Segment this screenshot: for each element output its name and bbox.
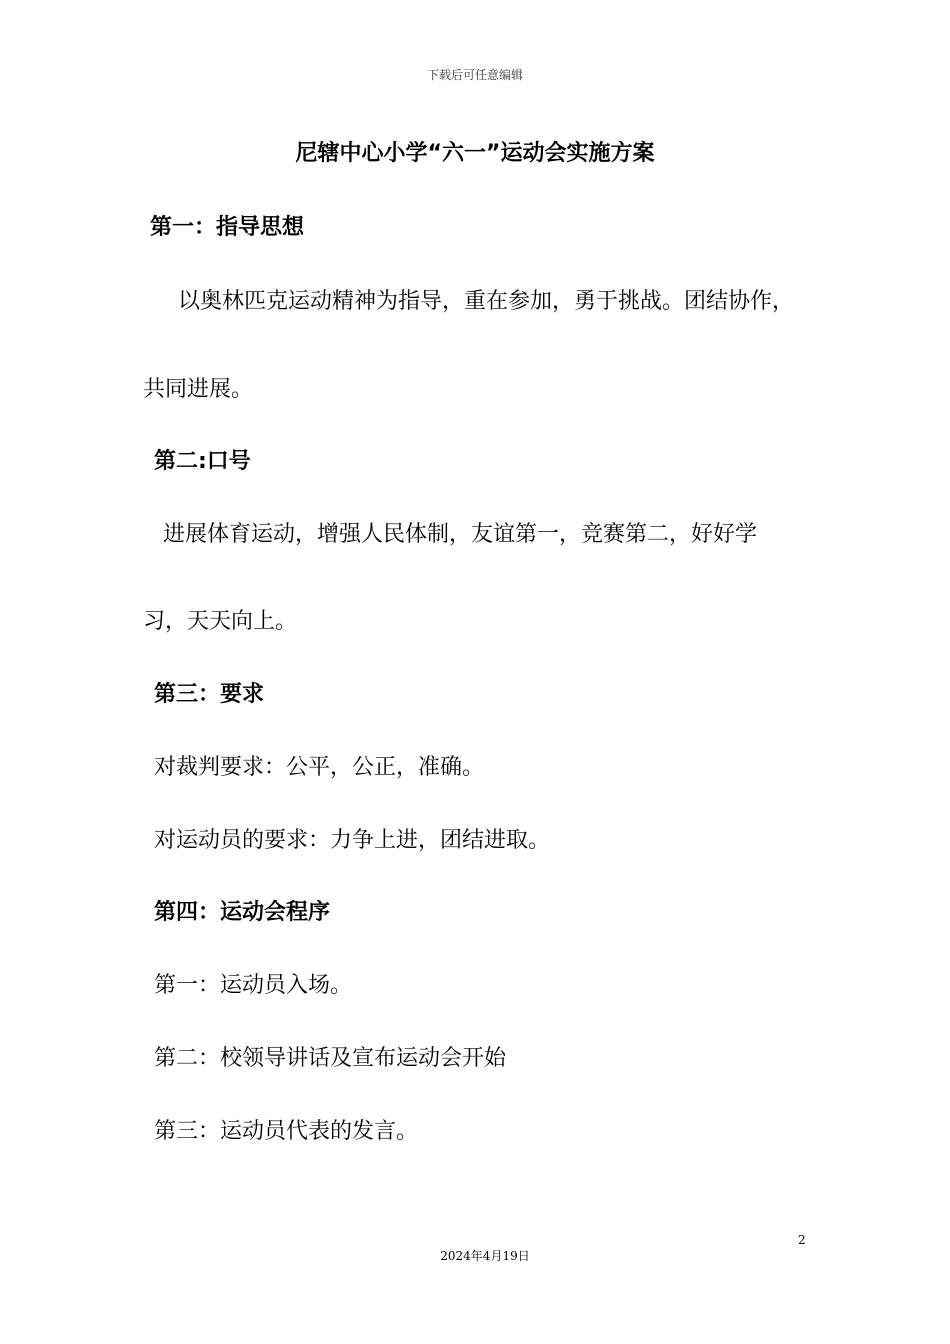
footer-date: 2024年4月19日 [440, 1249, 530, 1263]
paragraph-line: 进展体育运动，增强人民体制，友谊第一，竞赛第二，好好学 [163, 522, 758, 547]
paragraph-line: 以奥林匹克运动精神为指导，重在参加，勇于挑战。团结协作， [178, 289, 795, 314]
section-heading-guiding-thought: 第一：指导思想 [150, 215, 305, 240]
paragraph-line: 共同进展。 [143, 377, 254, 402]
section-heading-requirements: 第三：要求 [154, 682, 265, 707]
paragraph-line: 习，天天向上。 [143, 609, 298, 634]
document-title: 尼辖中心小学“六一”运动会实施方案 [295, 141, 655, 166]
header-note: 下载后可任意编辑 [426, 68, 523, 82]
section-heading-program: 第四：运动会程序 [154, 900, 331, 925]
page-number: 2 [798, 1233, 806, 1247]
requirement-line: 对裁判要求：公平，公正，准确。 [154, 755, 485, 780]
program-item: 第三：运动员代表的发言。 [154, 1119, 419, 1144]
program-item: 第二：校领导讲话及宣布运动会开始 [154, 1046, 507, 1071]
section-heading-slogan: 第二:口号 [154, 449, 251, 474]
program-item: 第一：运动员入场。 [154, 973, 353, 998]
requirement-line: 对运动员的要求：力争上进，团结进取。 [154, 828, 551, 853]
